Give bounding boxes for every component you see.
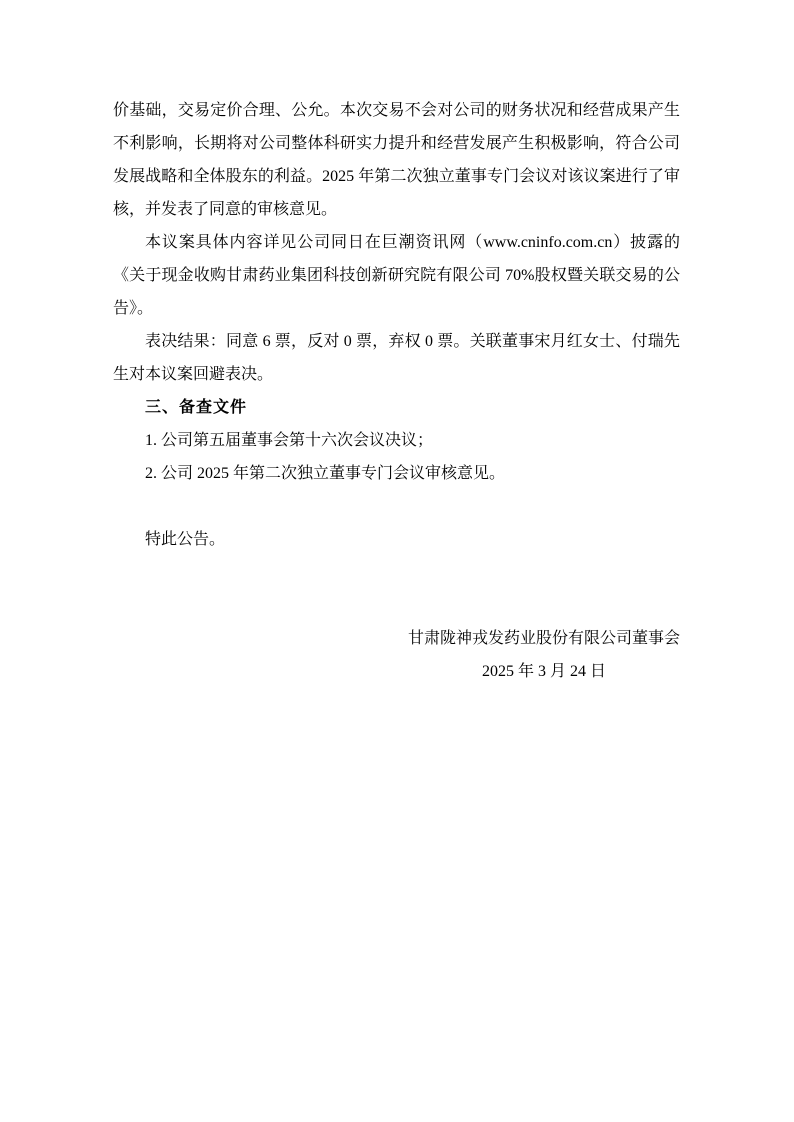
signature-company: 甘肃陇神戎发药业股份有限公司董事会 [407,630,680,647]
paragraph-continuation: 价基础，交易定价合理、公允。本次交易不会对公司的财务状况和经营成果产生不利影响，长期将对公司整体科研实力提升和经营发展产生积极影响，符合公司发展战略和全体股东的利益。2025 年第二次独立董事专门会议对该议案进行了审核，并发表了同意的审核意见。 [113,102,680,218]
paragraph-vote-result: 表决结果：同意 6 票，反对 0 票，弃权 0 票。关联董事宋月红女士、付瑞先生对本议案回避表决。 [113,333,680,383]
reference-document-item-2: 2. 公司 2025 年第二次独立董事专门会议审核意见。 [145,465,506,482]
reference-document-item-1: 1. 公司第五届董事会第十六次会议决议； [145,432,434,449]
signature-block [408,622,680,688]
signature-date: 2025 年 3 月 24 日 [481,663,606,680]
section-heading-reference-documents: 三、备查文件 [145,399,248,416]
paragraph-disclosure: 本议案具体内容详见公司同日在巨潮资讯网（www.cninfo.com.cn）披露的《关于现金收购甘肃药业集团科技创新研究院有限公司 70%股权暨关联交易的公告》。 [113,234,680,317]
closing-statement: 特此公告。 [145,531,226,548]
